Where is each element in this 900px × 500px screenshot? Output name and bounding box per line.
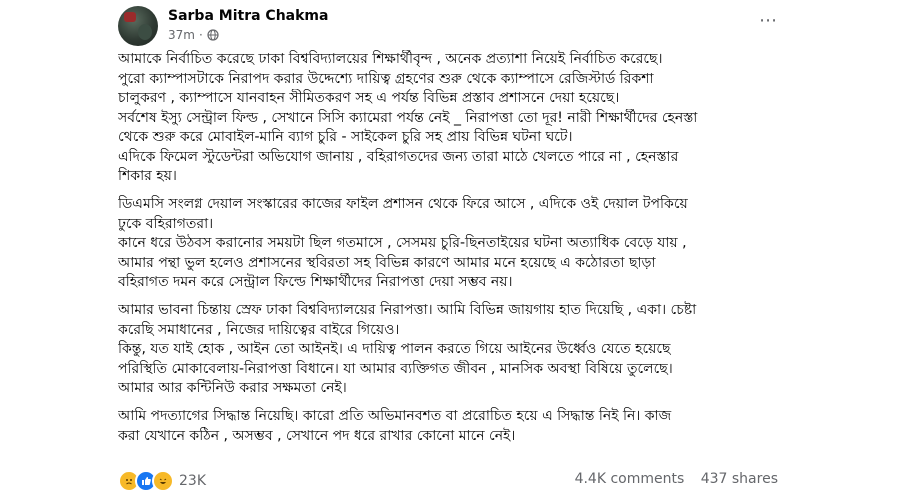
paragraph-3 [118, 301, 778, 399]
text-line: কানে ধরে উঠবস করানোর সময়টা ছিল গতমাসে , সেসময় চুরি-ছিনতাইয়ের ঘটনা অত্যাধিক বেড়ে যায় , [118, 235, 687, 251]
text-line: ডিএমসি সংলগ্ন দেয়াল সংস্কারের কাজের ফাইল প্রশাসন থেকে ফিরে আসে , এদিকে ওই দেয়াল টপকিয়ে [118, 196, 688, 212]
post-body [118, 50, 778, 455]
post-meta [168, 28, 219, 42]
engagement-counts [563, 471, 778, 487]
post-footer [118, 468, 778, 492]
paragraph-2 [118, 195, 778, 293]
text-line: পুরো ক্যাম্পাসটাকে নিরাপদ করার উদ্দেশ্যে দায়িত্ব গ্রহণের শুরু থেকে ক্যাম্পাসে রেজিস্টার্ড রিকশা [118, 70, 654, 87]
reactions-summary[interactable] [118, 470, 206, 492]
paragraph-1 [118, 50, 778, 187]
reaction-count: 23K [179, 473, 206, 489]
comments-count[interactable]: 4.4K comments [574, 471, 685, 487]
globe-icon [207, 29, 219, 41]
text-line: ঢুকে বহিরাগতরা। [118, 215, 214, 232]
text-line: চালুকরণ , ক্যাম্পাসে যানবাহন সীমিতকরণ সহ এ পর্যন্ত বিভিন্ন প্রস্তাব প্রশাসনে দেয়া হয়েছে। [118, 90, 620, 106]
text-line: আমার ভাবনা চিন্তায় স্রেফ ঢাকা বিশ্ববিদ্যালয়ের নিরাপত্তা। আমি বিভিন্ন জায়গায় হাত দিয়েছি , একা। চেষ্টা [118, 302, 697, 318]
facebook-post [106, 0, 786, 500]
text-line: করেছি সমাধানের , নিজের দায়িত্বের বাইরে গিয়েও। [118, 321, 400, 338]
haha-icon [152, 470, 174, 492]
text-line: করা যেখানে কঠিন , অসম্ভব , সেখানে পদ ধরে রাখার কোনো মানে নেই। [118, 427, 516, 444]
text-line: পরিস্থিতি মোকাবেলায়-নিরাপত্তা বিধানে। যা আমার ব্যক্তিগত জীবন , মানসিক অবস্থা বিষিয়ে তুলেছে। [118, 360, 673, 377]
text-line: আমাকে নির্বাচিত করেছে ঢাকা বিশ্ববিদ্যালয়ের শিক্ষার্থীবৃন্দ , অনেক প্রত্যাশা নিয়েই নির্বাচিত করেছে। [118, 51, 663, 67]
avatar[interactable] [118, 6, 158, 46]
paragraph-4 [118, 407, 778, 446]
post-header [106, 4, 786, 44]
meta-separator: · [198, 28, 203, 42]
text-line: থেকে শুরু করে মোবাইল-মানি ব্যাগ চুরি - সাইকেল চুরি সহ প্রায় বিভিন্ন ঘটনা ঘটে। [118, 129, 573, 145]
text-line: এদিকে ফিমেল স্টুডেন্টরা অভিযোগ জানায় , বহিরাগতদের জন্য তারা মাঠে খেলতে পারে না , হেনস্তার [118, 148, 679, 165]
more-options-icon[interactable]: ⋯ [759, 10, 778, 31]
text-line: সর্বশেষ ইস্যু সেন্ট্রাল ফিল্ড , সেখানে সিসি ক্যামেরা পর্যন্ত নেই _ নিরাপত্তা তো দূর! নারী শিক্ষার্থীদের হেনস্তা [118, 109, 698, 126]
text-line: কিন্তু, যত যাই হোক , আইন তো আইনই। এ দায়িত্ব পালন করতে গিয়ে আইনের উর্ধ্বেও যেতে হয়েছে [118, 341, 671, 357]
text-line: বহিরাগত দমন করে সেন্ট্রাল ফিল্ডে শিক্ষার্থীদের নিরাপত্তা দেয়া সম্ভব নয়। [118, 274, 513, 290]
text-line: আমি পদত্যাগের সিদ্ধান্ত নিয়েছি। কারো প্রতি অভিমানবশত বা প্ররোচিত হয়ে এ সিদ্ধান্ত নিই নি। কাজ [118, 408, 672, 424]
author-name[interactable]: Sarba Mitra Chakma [168, 8, 329, 24]
text-line: আমার পন্থা ভুল হলেও প্রশাসনের স্থবিরতা সহ বিভিন্ন কারণে আমার মনে হয়েছে এ কঠোরতা ছাড়া [118, 254, 656, 271]
text-line: শিকার হয়। [118, 168, 177, 184]
post-time[interactable]: 37m [168, 28, 195, 42]
text-line: আমার আর কন্টিনিউ করার সক্ষমতা নেই। [118, 380, 347, 396]
shares-count[interactable]: 437 shares [700, 471, 778, 487]
